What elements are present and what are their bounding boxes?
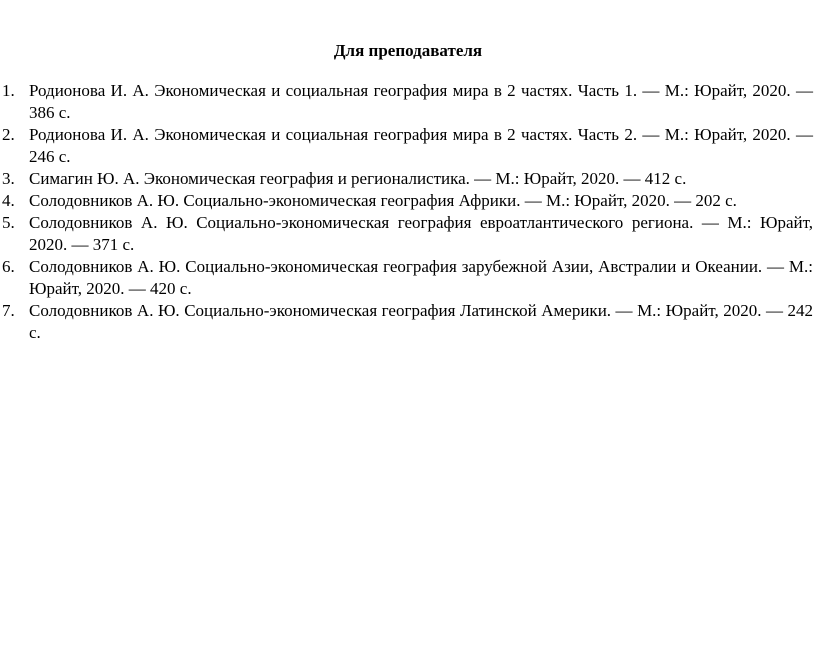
reference-item [2, 124, 813, 168]
reference-item [2, 300, 813, 344]
reference-item [2, 168, 813, 190]
reference-number: 6. [2, 257, 15, 276]
reference-number: 2. [2, 125, 15, 144]
reference-number: 1. [2, 81, 15, 100]
reference-number: 4. [2, 191, 15, 210]
page-title: Для преподавателя [333, 41, 483, 60]
reference-text: Симагин Ю. А. Экономическая география и регионалистика. — М.: Юрайт, 2020. — 412 с. [29, 169, 687, 188]
reference-number: 3. [2, 169, 15, 188]
reference-item [2, 190, 813, 212]
reference-text: Солодовников А. Ю. Социально-экономическая география евроатлантического региона. — М.: Юрайт, 2020. — 371 с. [29, 213, 813, 254]
reference-item [2, 80, 813, 124]
reference-number: 5. [2, 213, 15, 232]
reference-text: Солодовников А. Ю. Социально-экономическая география Африки. — М.: Юрайт, 2020. — 202 с. [29, 191, 737, 210]
reference-text: Солодовников А. Ю. Социально-экономическая география Латинской Америки. — М.: Юрайт, 2020. — 242 с. [29, 301, 813, 342]
reference-item [2, 212, 813, 256]
reference-text: Солодовников А. Ю. Социально-экономическая география зарубежной Азии, Австралии и Океании. — М.: Юрайт, 2020. — 420 с. [29, 257, 813, 298]
reference-item [2, 256, 813, 300]
reference-number: 7. [2, 301, 15, 320]
reference-text: Родионова И. А. Экономическая и социальная география мира в 2 частях. Часть 1. — М.: Юрайт, 2020. — 386 с. [29, 81, 813, 122]
reference-list [2, 80, 813, 344]
reference-text: Родионова И. А. Экономическая и социальная география мира в 2 частях. Часть 2. — М.: Юрайт, 2020. — 246 с. [29, 125, 813, 166]
